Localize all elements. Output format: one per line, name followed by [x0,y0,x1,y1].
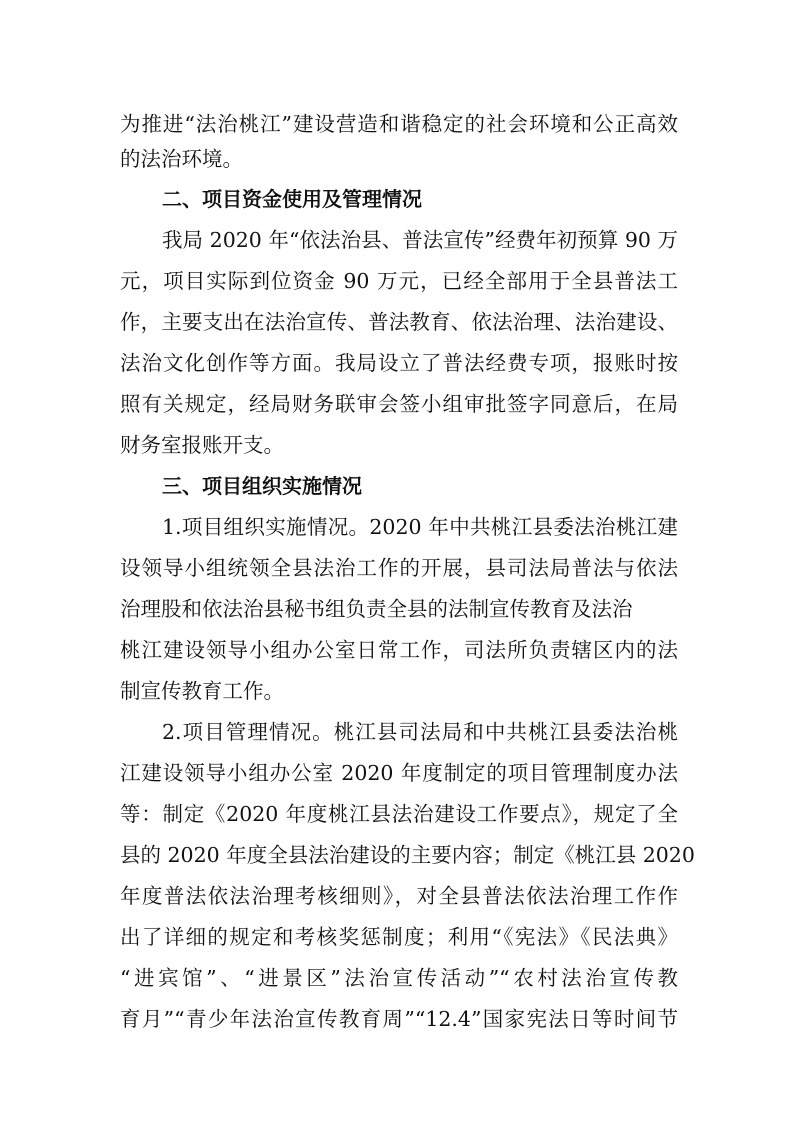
text-line: 治理股和依法治县秘书组负责全县的法制宣传教育及法治 [120,597,633,621]
text-line: 等：制定《2020 年度桃江县法治建设工作要点》，规定了全 [120,802,678,826]
text-line: 制宣传教育工作。 [120,679,284,703]
text-line: 照有关规定，经局财务联审会签小组审批签字同意后，在局 [120,392,678,416]
text-line: 1.项目组织实施情况。2020 年中共桃江县委法治桃江建 [162,515,678,539]
text-line: 为推进“法治桃江”建设营造和谐稳定的社会环境和公正高效 [120,112,678,136]
text-line: 元，项目实际到位资金 90 万元，已经全部用于全县普法工 [120,269,678,293]
section-heading: 三、项目组织实施情况 [162,474,362,498]
text-line: 财务室报账开支。 [120,433,284,457]
text-line: 法治文化创作等方面。我局设立了普法经费专项，报账时按 [120,351,678,375]
section-heading: 二、项目资金使用及管理情况 [162,187,422,211]
text-line: 作，主要支出在法治宣传、普法教育、依法治理、法治建设、 [120,310,678,334]
text-line: 江建设领导小组办公室 2020 年度制定的项目管理制度办法 [120,761,678,785]
text-line: 育月”“青少年法治宣传教育周”“12.4”国家宪法日等时间节 [120,1007,678,1031]
text-line: 设领导小组统领全县法治工作的开展，县司法局普法与依法 [120,556,678,580]
text-line: 2.项目管理情况。桃江县司法局和中共桃江县委法治桃 [162,720,678,744]
text-line: 的法治环境。 [120,147,243,171]
text-line: 县的 2020 年度全县法治建设的主要内容；制定《桃江县 2020 [120,843,695,867]
text-line: 我局 2020 年“依法治县、普法宣传”经费年初预算 90 万 [162,228,678,252]
text-line: 出了详细的规定和考核奖惩制度；利用“《宪法》《民法典》 [120,925,678,949]
text-line: 年度普法依法治理考核细则》，对全县普法依法治理工作作 [120,884,678,908]
text-line: “进宾馆”、“进景区”法治宣传活动”“农村法治宣传教 [120,966,678,990]
text-line: 桃江建设领导小组办公室日常工作，司法所负责辖区内的法 [120,638,678,662]
